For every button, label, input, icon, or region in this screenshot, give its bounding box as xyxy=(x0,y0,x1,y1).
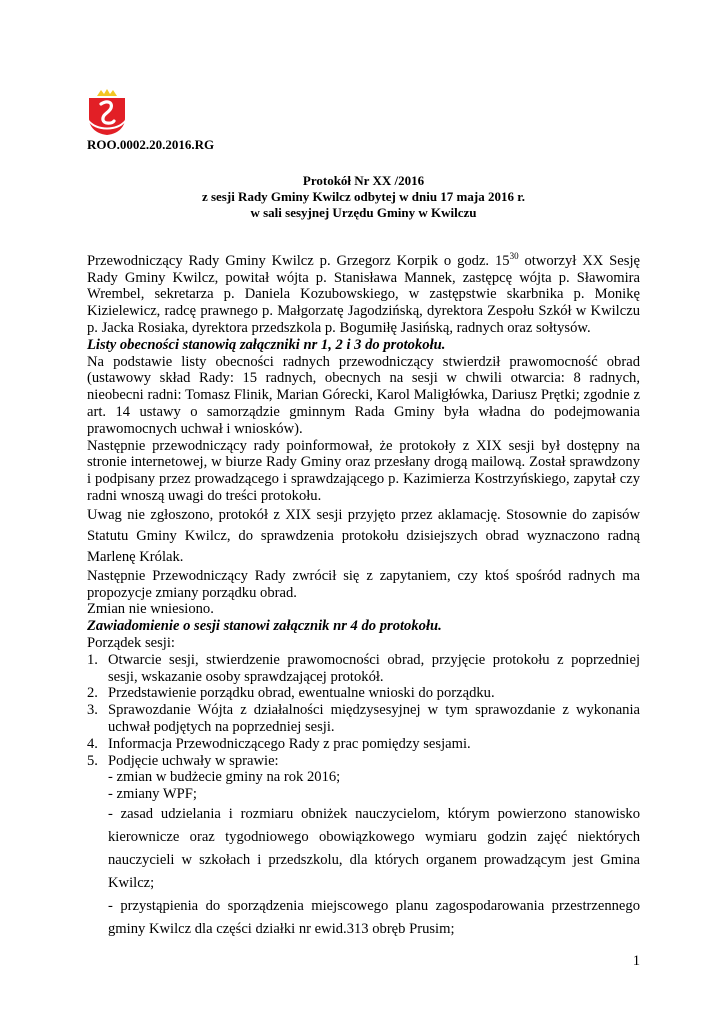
quorum-paragraph: Na podstawie listy obecności radnych przewodniczący stwierdził prawomocność obrad (ustawowy skład Rady: 15 radnych, obecnych na sesji w chwili otwarcia: 8 radnych, nieobecni radni: Tomasz Flinik, Marian Górecki, Karol Maligłówka, Dariusz Prętki; zgodnie z art. 14 ustawy o samorządzie gminnym Rada Gminy była władna do podejmowania prawomocnych uchwał i wniosków). xyxy=(87,353,640,437)
agenda-item-number: 2. xyxy=(87,685,98,702)
agenda-item-number: 5. xyxy=(87,752,98,769)
agenda-list xyxy=(87,652,640,770)
session-line: z sesji Rady Gminy Kwilcz odbytej w dniu 17 maja 2016 r. xyxy=(201,189,526,204)
objections-paragraph: Uwag nie zgłoszono, protokół z XIX sesji przyjęto przez aklamację. Stosownie do zapisów Statutu Gminy Kwilcz, do sprawdzenia protokołu dzisiejszych obrad wyznaczono radną Marlenę Królak. xyxy=(87,506,640,565)
agenda-item-text: Przedstawienie porządku obrad, ewentualne wnioski do porządku. xyxy=(108,685,495,702)
agenda-item xyxy=(87,685,640,702)
agenda-item xyxy=(87,652,640,686)
agenda-item xyxy=(87,753,640,770)
agenda-item-text: Podjęcie uchwały w sprawie: xyxy=(108,752,279,769)
attendance-note: Listy obecności stanowią załączniki nr 1, 2 i 3 do protokołu. xyxy=(87,336,446,353)
document-title: Protokół Nr XX /2016 xyxy=(302,173,425,188)
agenda-item-text: Otwarcie sesji, stwierdzenie prawomocności obrad, przyjęcie protokołu z poprzedniej sesji, wskazanie osoby sprawdzającej protokół. xyxy=(108,651,640,685)
agenda-item-text: Sprawozdanie Wójta z działalności międzysesyjnej w tym sprawozdanie z wykonania uchwał podjętych na poprzedniej sesji. xyxy=(108,702,640,735)
agenda-heading: Porządek sesji: xyxy=(87,635,175,651)
no-changes-paragraph: Zmian nie wniesiono. xyxy=(87,601,214,618)
resolution-subitem: - zmian w budżecie gminy na rok 2016; xyxy=(108,769,341,786)
agenda-item-number: 3. xyxy=(87,702,98,719)
agenda-item-number: 1. xyxy=(87,651,98,668)
resolution-subitem: - zmiany WPF; xyxy=(108,786,197,803)
intro-text-continued: otworzył XX Sesję Rady Gminy Kwilcz, powitał wójta p. Stanisława Mannek, zastępcę wójta p. Sławomira Wrembel, sekretarza p. Daniela Kozubowskiego, w zastępstwie skarbnika p. Monikę Kizielewicz, radcę prawnego p. Małgorzatę Jagodzińską, dyrektora Zespołu Szkół w Kwilczu p. Jacka Rosiaka, dyrektora przedszkola p. Bogumiłę Jasińską, radnych oraz sołtysów. xyxy=(87,252,640,337)
document-body xyxy=(87,248,640,941)
agenda-item-text: Informacja Przewodniczącego Rady z prac pomiędzy sesjami. xyxy=(108,735,471,752)
notice-note: Zawiadomienie o sesji stanowi załącznik nr 4 do protokołu. xyxy=(87,618,442,635)
protocols-paragraph: Następnie przewodniczący rady poinformował, że protokoły z XIX sesji był dostępny na stronie internetowej, w biurze Rady Gminy oraz przesłany drogą mailową. Został sprawdzony i podpisany przez prowadzącego i sprawdzającego p. Kazimierza Kostrzyńskiego, zapytał czy radni wnoszą uwagi do treści protokołu. xyxy=(87,437,640,505)
crest-icon xyxy=(87,88,127,136)
agenda-question-paragraph: Następnie Przewodniczący Rady zwrócił się z zapytaniem, czy ktoś spośród radnych ma propozycje zmiany porządku obrad. xyxy=(87,567,640,601)
intro-paragraph xyxy=(87,248,640,337)
intro-text: Przewodniczący Rady Gminy Kwilcz p. Grzegorz Korpik o godz. 15 xyxy=(87,252,510,269)
venue-line: w sali sesyjnej Urzędu Gminy w Kwilczu xyxy=(250,205,477,220)
agenda-item xyxy=(87,736,640,753)
resolution-subitem: - przystąpienia do sporządzenia miejscowego planu zagospodarowania przestrzennego gminy Kwilcz dla części działki nr ewid.313 obręb Prusim; xyxy=(108,897,640,937)
time-superscript: 30 xyxy=(509,251,519,261)
agenda-item xyxy=(87,702,640,736)
document-reference: ROO.0002.20.2016.RG xyxy=(87,137,215,152)
page-number: 1 xyxy=(632,953,640,969)
agenda-item-number: 4. xyxy=(87,735,98,752)
resolution-subitem: - zasad udzielania i rozmiaru obniżek nauczycielom, którym powierzono stanowisko kierownicze oraz tygodniowego obowiązkowego wymiaru godzin zajęć niektórych nauczycieli w szkołach i przedszkolu, dla których organem prowadzącym jest Gmina Kwilcz; xyxy=(108,805,640,891)
